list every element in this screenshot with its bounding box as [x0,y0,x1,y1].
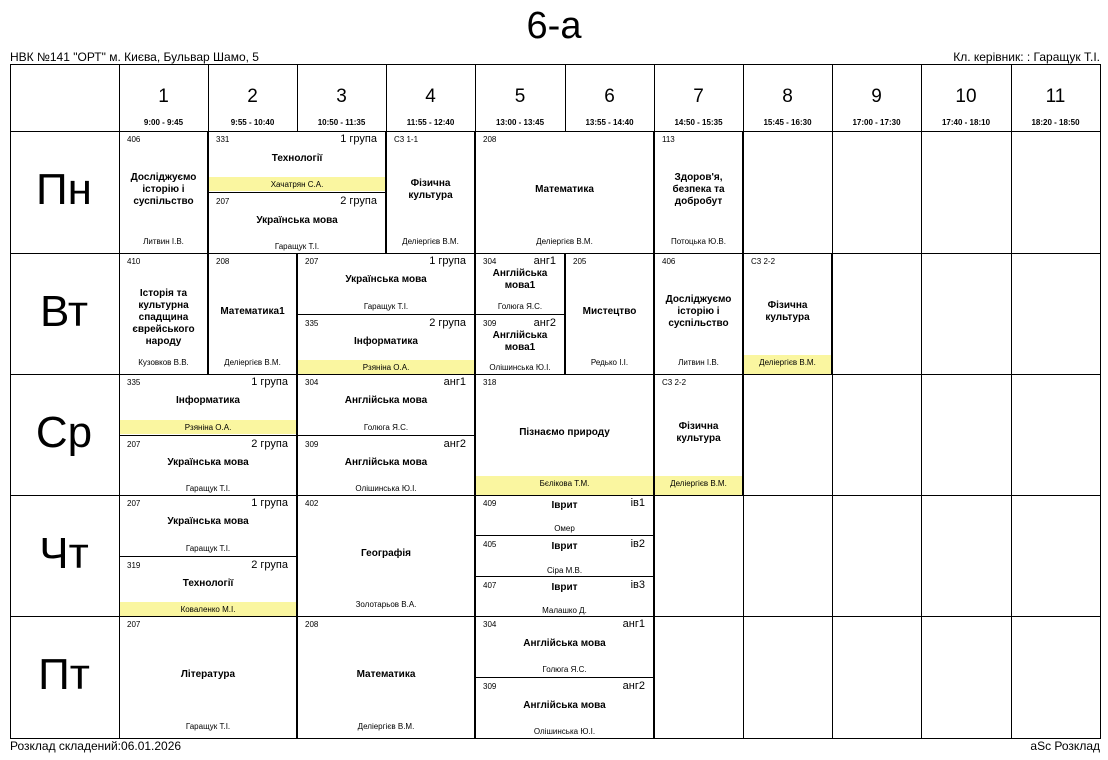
period-number: 8 [782,86,793,107]
group-label: анг1 [533,255,556,267]
teacher-name: Рзяніна О.А. [362,363,410,372]
period-time: 10:50 - 11:35 [317,118,366,127]
empty-slot [1011,131,1100,253]
subject-name: Українська мова [256,214,338,226]
room-number: 208 [305,620,319,629]
teacher-name: Бєлікова Т.М. [539,479,590,488]
room-number: С3 2-2 [662,378,687,387]
lesson-cell[interactable] [208,131,386,192]
group-label: 2 група [251,437,288,450]
teacher-name: Золотарьов В.А. [355,600,417,609]
room-number: 335 [305,318,319,328]
room-number: 406 [662,257,676,266]
subject-name: Здоров'я, безпека та добробут [672,172,725,207]
lesson-cell[interactable] [119,556,297,617]
subject-name: Література [180,669,236,680]
class-teacher: Кл. керівник: : Гаращук Т.І. [953,50,1100,64]
period-number: 7 [693,86,704,107]
subject-name: Пізнаємо природу [519,426,610,438]
empty-slot [1011,616,1100,738]
period-number: 3 [336,86,347,107]
group-label: анг1 [622,618,645,630]
timetable-title: 6-а [526,5,582,47]
lesson-cell[interactable] [475,131,654,253]
subject-name: Іврит [551,500,578,511]
subject-name: Математика [535,184,594,195]
room-number: 207 [127,499,141,508]
teacher-name: Редько І.І. [590,358,629,367]
group-label: 2 група [429,316,466,329]
subject-name: Мистецтво [582,305,637,317]
group-label: 2 група [251,558,288,571]
teacher-name: Деліергієв В.М. [670,479,727,488]
teacher-name: Хачатрян С.А. [270,180,324,189]
period-time: 11:55 - 12:40 [406,118,455,127]
empty-slot [921,253,1011,374]
teacher-name: Олішинська Ю.І. [533,727,596,736]
empty-slot [1011,253,1100,374]
room-number: 331 [216,135,230,144]
day-label: Пт [38,650,90,699]
room-number: 207 [127,620,141,629]
lesson-cell[interactable] [119,131,208,253]
empty-slot [743,131,832,253]
teacher-name: Гаращук Т.І. [185,484,231,493]
group-label: 1 група [429,255,466,267]
lesson-cell[interactable] [654,131,743,253]
teacher-name: Голюга Я.С. [363,422,409,432]
empty-slot [921,131,1011,253]
teacher-name: Гаращук Т.І. [363,301,409,311]
period-number: 5 [514,86,526,107]
subject-name: Інформатика [354,335,418,347]
empty-slot [1011,495,1100,616]
period-time: 13:00 - 13:45 [495,118,545,127]
subject-name: Фізична культура [676,420,721,444]
room-number: 208 [216,257,230,266]
empty-slot [654,616,743,738]
room-number: С3 2-2 [751,257,776,266]
empty-slot [921,374,1011,495]
teacher-name: Малашко Д. [542,605,587,615]
subject-name: Фізична культура [408,178,453,201]
room-number: 304 [305,378,319,387]
lesson-cell[interactable] [475,616,654,677]
lesson-cell[interactable] [119,253,208,374]
lesson-cell[interactable] [654,374,743,495]
teacher-name: Олішинська Ю.І. [489,363,551,372]
day-label: Ср [35,407,93,457]
group-label: анг2 [443,437,466,450]
day-label: Пн [36,165,92,214]
room-number: 409 [483,499,497,508]
school-name: НВК №141 "ОРТ" м. Києва, Бульвар Шамо, 5 [10,50,259,64]
period-time: 15:45 - 16:30 [763,118,812,127]
room-number: С3 1-1 [394,135,419,144]
subject-name: Англійська мова [523,637,606,649]
lesson-cell[interactable] [208,253,297,374]
room-number: 205 [573,257,587,266]
group-label: анг2 [622,680,645,692]
day-label: Вт [39,286,89,336]
group-label: ів1 [630,497,645,509]
subject-name: Англійська мова1 [492,329,548,353]
room-number: 304 [483,257,497,266]
empty-slot [832,374,921,495]
subject-name: Українська мова [167,516,249,528]
teacher-name: Рзяніна О.А. [184,422,232,432]
period-time: 18:20 - 18:50 [1031,118,1080,127]
period-number: 10 [955,86,977,107]
app-name: aSc Розклад [1030,739,1100,753]
subject-name: Англійська мова [523,699,606,711]
generated-date: Розклад складений:06.01.2026 [10,739,182,753]
lesson-cell[interactable] [475,576,654,616]
lesson-cell[interactable] [475,253,565,314]
lesson-cell[interactable] [475,314,565,375]
period-number: 9 [871,86,882,107]
grid-border-right [1100,64,1101,739]
lesson-cell[interactable] [654,253,743,374]
lesson-cell[interactable] [208,192,386,253]
teacher-name: Литвин І.В. [678,358,719,367]
subject-name: Досліджуємо історію і суспільство [665,293,732,329]
subject-name: Історія та культурна спадщина єврейського народу [132,287,195,347]
grid-border-top [10,64,1101,65]
teacher-name: Потоцька Ю.В. [670,237,726,246]
room-number: 309 [483,682,497,691]
teacher-name: Кузовков В.В. [138,358,189,367]
room-number: 402 [305,499,319,508]
period-number: 2 [247,86,258,107]
subject-name: Англійська мова1 [492,268,548,292]
period-time: 17:00 - 17:30 [852,118,901,127]
group-label: анг2 [533,316,556,329]
teacher-name: Деліергієв В.М. [224,358,281,367]
teacher-name: Голюга Я.С. [497,301,543,311]
group-label: 1 група [251,497,288,509]
subject-name: Іврит [551,581,578,593]
teacher-name: Олішинська Ю.І. [355,484,417,493]
group-label: 1 група [251,376,288,388]
teacher-name: Сіра М.В. [546,565,583,575]
room-number: 335 [127,378,141,387]
subject-name: Українська мова [345,274,427,286]
room-number: 309 [483,318,497,328]
room-number: 207 [127,439,141,449]
lesson-cell[interactable] [475,495,654,535]
period-time: 17:40 - 18:10 [941,118,991,127]
lesson-cell[interactable] [475,374,654,495]
group-label: ів2 [630,538,645,551]
period-number: 4 [425,86,436,107]
empty-slot [743,374,832,495]
room-number: 405 [483,540,497,550]
room-number: 207 [305,257,319,266]
subject-name: Технології [182,577,234,589]
teacher-name: Деліергієв В.М. [536,237,593,246]
teacher-name: Омер [554,524,575,534]
subject-name: Технології [271,152,323,164]
empty-slot [832,495,921,616]
empty-slot [832,131,921,253]
room-number: 207 [216,197,230,206]
room-number: 113 [662,135,675,144]
empty-slot [832,616,921,738]
room-number: 309 [305,439,319,449]
period-time: 14:50 - 15:35 [674,118,723,127]
lesson-cell[interactable] [297,616,475,738]
teacher-name: Литвин І.В. [143,237,184,246]
subject-name: Англійська мова [344,395,428,407]
room-number: 318 [483,378,497,387]
room-number: 208 [483,135,497,144]
lesson-cell[interactable] [297,435,475,496]
room-number: 406 [127,135,141,144]
subject-name: Математика [356,669,416,680]
teacher-name: Деліергієв В.М. [357,722,415,731]
teacher-name: Деліергієв В.М. [759,358,816,367]
empty-slot [921,495,1011,616]
lesson-cell[interactable] [119,616,297,738]
empty-slot [1011,374,1100,495]
room-number: 410 [127,257,141,266]
period-time: 9:55 - 10:40 [230,118,275,127]
group-label: анг1 [443,376,466,388]
room-number: 407 [483,580,497,590]
room-number: 304 [483,620,497,629]
lesson-cell[interactable] [297,374,475,435]
period-time: 9:00 - 9:45 [143,118,184,127]
teacher-name: Голюга Я.С. [542,665,587,674]
teacher-name: Гаращук Т.І. [274,242,320,251]
lesson-cell[interactable] [119,374,297,435]
lesson-cell[interactable] [119,435,297,496]
lesson-cell[interactable] [565,253,654,374]
lesson-cell[interactable] [297,253,475,314]
subject-name: Інформатика [176,395,240,407]
period-number: 6 [604,86,615,107]
teacher-name: Деліергієв В.М. [402,237,459,246]
empty-slot [654,495,743,616]
period-time: 13:55 - 14:40 [585,118,634,127]
subject-name: Математика1 [220,305,285,317]
room-number: 319 [127,560,141,570]
lesson-cell[interactable] [386,131,475,253]
subject-name: Українська мова [167,456,249,468]
lesson-cell[interactable] [297,314,475,375]
empty-slot [743,616,832,738]
group-label: 1 група [340,133,377,145]
empty-slot [832,253,921,374]
teacher-name: Коваленко М.І. [180,605,236,614]
subject-name: Досліджуємо історію і суспільство [130,172,197,207]
lesson-cell[interactable] [743,253,832,374]
lesson-cell[interactable] [475,677,654,738]
lesson-cell[interactable] [119,495,297,556]
subject-name: Фізична культура [765,299,810,323]
day-label: Чт [39,528,89,578]
group-label: ів3 [630,578,645,591]
teacher-name: Гаращук Т.І. [185,543,231,553]
empty-slot [743,495,832,616]
group-label: 2 група [340,195,377,207]
lesson-cell[interactable] [297,495,475,616]
lesson-cell[interactable] [475,535,654,575]
subject-name: Іврит [551,541,578,553]
subject-name: Географія [360,547,412,559]
period-number: 11 [1045,86,1066,107]
empty-slot [921,616,1011,738]
period-number: 1 [158,86,169,107]
subject-name: Англійська мова [344,456,428,468]
teacher-name: Гаращук Т.І. [185,722,231,731]
